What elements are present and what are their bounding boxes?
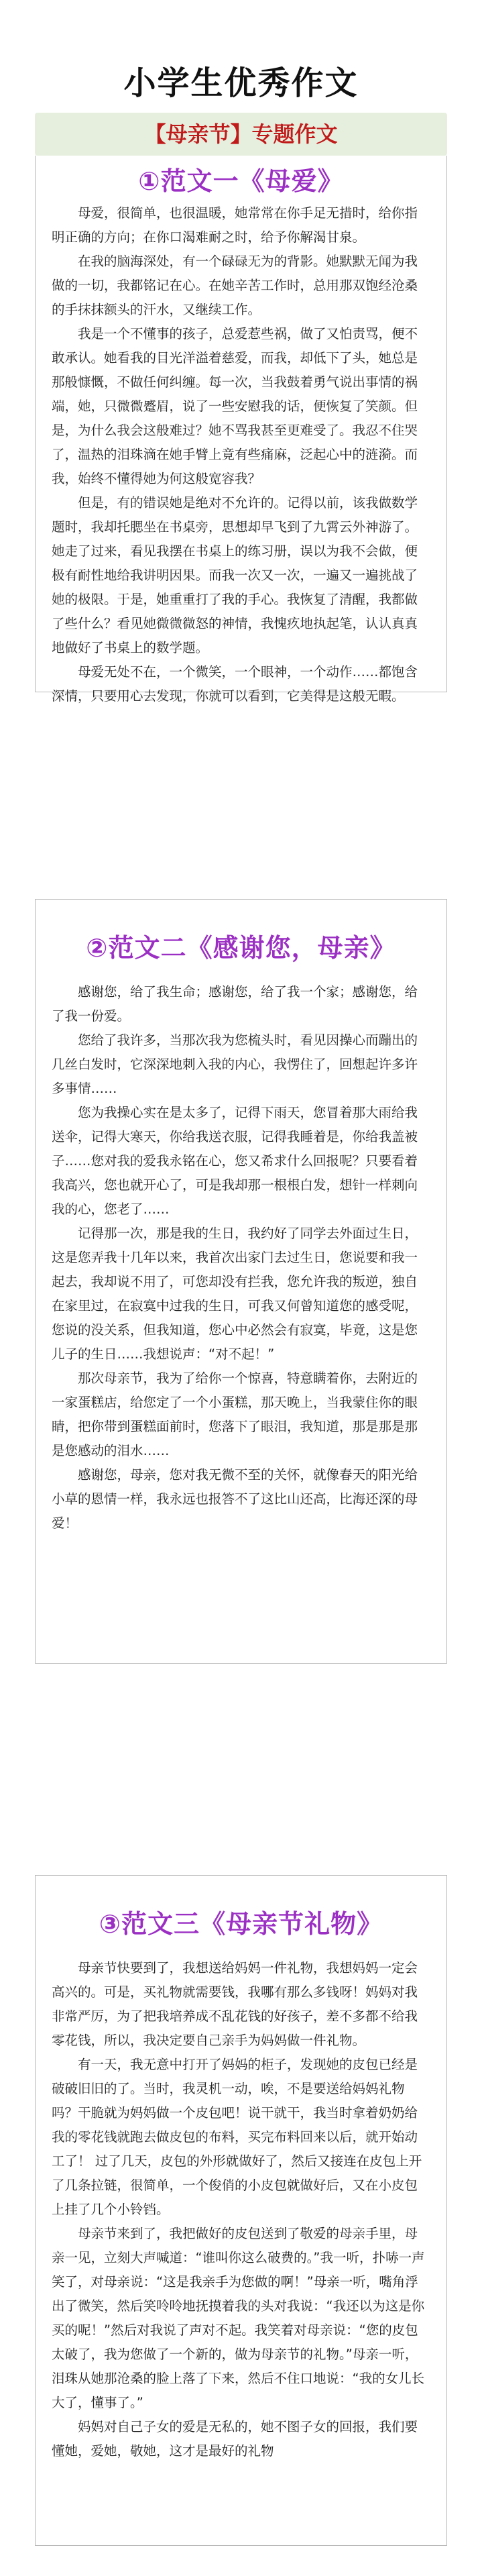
essay-paragraph: 感谢您，给了我生命；感谢您，给了我一个家；感谢您，给了我一份爱。 — [52, 984, 418, 1024]
essay-paragraph: 我是一个不懂事的孩子，总爱惹些祸，做了又怕责骂，便不敢承认。她看我的目光洋溢着慈爱，而我，却低下了头，她总是那般慷慨，不做任何纠缠。每一次，当我鼓着勇气说出事情的祸端，她，只微微蹙眉，说了一些安慰我的话，便恢复了笑颜。但是，为什么我会这般难过？她不骂我甚至更难受了。我忍不住哭了，温热的泪珠滴在她手臂上竟有些痛麻，泛起心中的涟漪。而我，始终不懂得她为何这般宽容我？ — [52, 326, 418, 486]
essay-title: ①范文一《母爱》 — [138, 166, 344, 196]
essay-paragraph: 那次母亲节，我为了给你一个惊喜，特意瞒着你，去附近的一家蛋糕店，给您定了一个小蛋糕，那天晚上，当我蒙住你的眼睛，把你带到蛋糕面前时，您落下了眼泪，我知道，那是那是那是您感动的泪水…… — [52, 1371, 418, 1458]
essay-body — [36, 201, 446, 708]
essay-paragraph: 母爱无处不在，一个微笑，一个眼神，一个动作……都饱含深情，只要用心去发现，你就可以看到，它美得是这般无暇。 — [52, 664, 418, 704]
essay-paragraph: 母亲节来到了，我把做好的皮包送到了敬爱的母亲手里，母亲一见，立刻大声喊道：“谁叫你这么破费的。”我一听，扑哧一声笑了，对母亲说：“这是我亲手为您做的啊！”母亲一听，嘴角浮出了微笑，然后笑呤呤地抚摸着我的头对我说：“我还以为这是你买的呢！”然后对我说了声对不起。我笑着对母亲说：“您的皮包太破了，我为您做了一个新的，做为母亲节的礼物。”母亲一听，泪珠从她那沧桑的脸上落了下来，然后不住口地说：“我的女儿长大了，懂事了。” — [52, 2226, 425, 2410]
essay-paragraph: 母爱，很简单，也很温暖，她常常在你手足无措时，给你指明正确的方向；在你口渴难耐之时，给予你解渴甘泉。 — [52, 205, 418, 245]
page-header — [0, 0, 482, 164]
essay-paragraph: 感谢您，母亲，您对我无微不至的关怀，就像春天的阳光给小草的恩情一样，我永远也报答不了这比山还高，比海还深的母爱！ — [52, 1467, 418, 1531]
essay-card-3 — [35, 1875, 447, 2546]
topic-banner: 【母亲节】专题作文 — [35, 113, 447, 156]
essay-paragraph: 妈妈对自己子女的爱是无私的，她不图子女的回报，我们要懂她，爱她，敬她，这才是最好的礼物 — [52, 2419, 418, 2459]
essay-paragraph: 您为我操心实在是太多了，记得下雨天，您冒着那大雨给我送伞，记得大寒天，你给我送衣服，记得我睡着是，你给我盖被子……您对我的爱我永铭在心，您又希求什么回报呢？只要看着我高兴，您也就开心了，可是我却那一根根白发，想针一样刺向我的心，您老了…… — [52, 1105, 418, 1217]
essay-card-2 — [35, 899, 447, 1664]
essay-paragraph: 您给了我许多，当那次我为您梳头时，看见因操心而蹦出的几丝白发时，它深深地刺入我的内心，我愣住了，回想起许多许多事情…… — [52, 1032, 418, 1096]
essay-card-1 — [35, 156, 447, 704]
essay-paragraph: 有一天，我无意中打开了妈妈的柜子，发现她的皮包已经是破破旧旧的了。当时，我灵机一动，唉，不是要送给妈妈礼物吗？干脆就为妈妈做一个皮包吧！说干就干，我当时拿着奶奶给我的零花钱就跑去做皮包的布料，买完布料回来以后，就开始动工了！ 过了几天，皮包的外形就做好了，然后又接连在皮包上开了几条拉链，很简单，一个俊俏的小皮包就做好后，又在小皮包上挂了几个小铃铛。 — [52, 2057, 422, 2217]
essay-body — [36, 980, 446, 1536]
essay-paragraph: 母亲节快要到了，我想送给妈妈一件礼物，我想妈妈一定会高兴的。可是，买礼物就需要钱，我哪有那么多钱呀！妈妈对我非常严厉，为了把我培养成不乱花钱的好孩子，差不多都不给我零花钱，所以，我决定要自己亲手为妈妈做一件礼物。 — [52, 1960, 418, 2048]
essay-paragraph: 但是，有的错误她是绝对不允许的。记得以前，该我做数学题时，我却托腮坐在书桌旁，思想却早飞到了九霄云外神游了。她走了过来，看见我摆在书桌上的练习册，误以为我不会做，便极有耐性地给我讲明因果。而我一次又一次，一遍又一遍挑战了她的极限。于是，她重重打了我的手心。我恢复了清醒，我都做了些什么？看见她微微微怒的神情，我愧疚地执起笔，认认真真地做好了书桌上的数学题。 — [52, 495, 418, 655]
page-title: 小学生优秀作文 — [123, 64, 359, 102]
essay-body — [36, 1956, 446, 2463]
essay-title: ②范文二《感谢您，母亲》 — [86, 933, 396, 963]
essay-paragraph: 在我的脑海深处，有一个碌碌无为的背影。她默默无闻为我做的一切，我都铭记在心。在她辛苦工作时，总用那双饱经沧桑的手抹抹额头的汗水，又继续工作。 — [52, 254, 418, 317]
essay-paragraph: 记得那一次，那是我的生日，我约好了同学去外面过生日，这是您弄我十几年以来，我首次出家门去过生日，您说要和我一起去，我却说不用了，可您却没有拦我，您允许我的叛逆，独自在家里过，在寂寞中过我的生日，可我又何曾知道您的感受呢，您说的没关系，但我知道，您心中必然会有寂寞，毕竟，这是您儿子的生日……我想说声：“对不起！” — [52, 1226, 418, 1362]
essay-title: ③范文三《母亲节礼物》 — [99, 1909, 383, 1939]
